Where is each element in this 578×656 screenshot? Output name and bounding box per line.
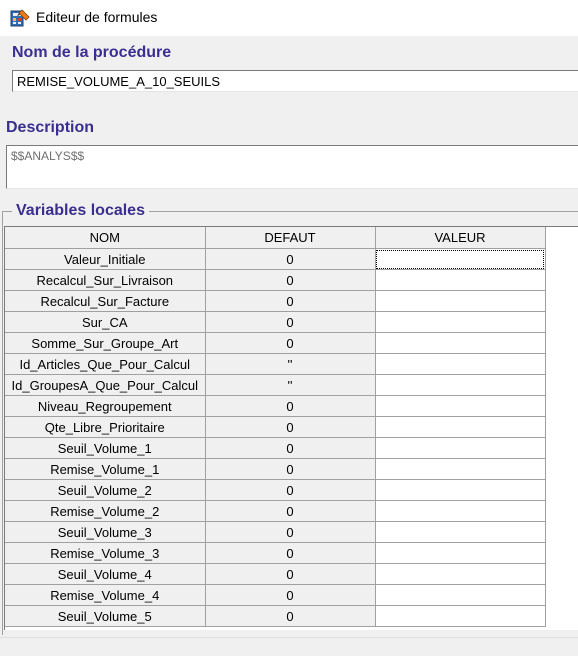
description-label: Description (6, 119, 95, 136)
variable-default-cell[interactable]: 0 (205, 270, 375, 291)
column-header-nom[interactable]: NOM (5, 227, 205, 249)
variable-value-cell[interactable] (375, 564, 545, 585)
variable-value-cell[interactable] (375, 543, 545, 564)
variable-default-cell[interactable]: 0 (205, 396, 375, 417)
variable-value-cell[interactable] (375, 522, 545, 543)
variable-default-cell[interactable]: 0 (205, 606, 375, 627)
variable-name-cell[interactable]: Valeur_Initiale (5, 249, 205, 270)
variable-value-cell[interactable] (375, 417, 545, 438)
table-row[interactable] (5, 480, 545, 501)
local-variables-grid[interactable] (4, 226, 578, 630)
table-row[interactable] (5, 375, 545, 396)
table-row[interactable] (5, 396, 545, 417)
variable-default-cell[interactable]: 0 (205, 522, 375, 543)
table-row[interactable] (5, 333, 545, 354)
variables-table (5, 227, 546, 627)
variable-value-cell[interactable] (375, 270, 545, 291)
variable-name-cell[interactable]: Seuil_Volume_5 (5, 606, 205, 627)
table-row[interactable] (5, 417, 545, 438)
table-row[interactable] (5, 564, 545, 585)
procedure-name-value: REMISE_VOLUME_A_10_SEUILS (17, 74, 221, 89)
table-row[interactable] (5, 312, 545, 333)
variable-name-cell[interactable]: Seuil_Volume_3 (5, 522, 205, 543)
variable-default-cell[interactable]: 0 (205, 564, 375, 585)
variable-value-cell[interactable] (375, 396, 545, 417)
table-row[interactable] (5, 459, 545, 480)
variable-default-cell[interactable]: 0 (205, 333, 375, 354)
table-row[interactable] (5, 543, 545, 564)
variable-default-cell[interactable]: '' (205, 354, 375, 375)
variable-value-cell[interactable] (375, 459, 545, 480)
variable-name-cell[interactable]: Somme_Sur_Groupe_Art (5, 333, 205, 354)
table-row[interactable] (5, 585, 545, 606)
table-row[interactable] (5, 270, 545, 291)
variable-name-cell[interactable]: Seuil_Volume_2 (5, 480, 205, 501)
variable-default-cell[interactable]: 0 (205, 438, 375, 459)
table-row[interactable] (5, 354, 545, 375)
variable-default-cell[interactable]: 0 (205, 312, 375, 333)
formula-editor-app-icon (10, 8, 30, 28)
variable-value-cell[interactable] (375, 291, 545, 312)
variable-value-cell[interactable] (375, 501, 545, 522)
variable-value-cell[interactable] (375, 375, 545, 396)
bottom-bar (0, 637, 578, 656)
variable-name-cell[interactable]: Remise_Volume_2 (5, 501, 205, 522)
variable-value-cell[interactable] (375, 438, 545, 459)
variable-default-cell[interactable]: '' (205, 375, 375, 396)
variable-value-cell[interactable] (375, 480, 545, 501)
description-value: $$ANALYS$$ (11, 149, 85, 163)
table-row[interactable] (5, 438, 545, 459)
variable-name-cell[interactable]: Remise_Volume_4 (5, 585, 205, 606)
table-header-row (5, 227, 545, 249)
variable-name-cell[interactable]: Remise_Volume_3 (5, 543, 205, 564)
window-title: Editeur de formules (36, 9, 158, 25)
table-row[interactable] (5, 522, 545, 543)
table-row[interactable] (5, 249, 545, 270)
variable-default-cell[interactable]: 0 (205, 249, 375, 270)
variable-value-cell[interactable] (375, 606, 545, 627)
variable-default-cell[interactable]: 0 (205, 501, 375, 522)
variable-name-cell[interactable]: Recalcul_Sur_Livraison (5, 270, 205, 291)
variable-name-cell[interactable]: Id_Articles_Que_Pour_Calcul (5, 354, 205, 375)
variable-value-cell[interactable] (375, 585, 545, 606)
variable-value-cell[interactable] (375, 333, 545, 354)
variable-default-cell[interactable]: 0 (205, 459, 375, 480)
variable-value-cell[interactable] (375, 249, 545, 270)
variable-name-cell[interactable]: Recalcul_Sur_Facture (5, 291, 205, 312)
local-variables-label: Variables locales (12, 202, 149, 220)
variable-default-cell[interactable]: 0 (205, 291, 375, 312)
variable-default-cell[interactable]: 0 (205, 417, 375, 438)
table-row[interactable] (5, 501, 545, 522)
variable-name-cell[interactable]: Seuil_Volume_1 (5, 438, 205, 459)
variable-value-cell[interactable] (375, 354, 545, 375)
variable-default-cell[interactable]: 0 (205, 480, 375, 501)
variable-value-cell[interactable] (375, 312, 545, 333)
variable-name-cell[interactable]: Id_GroupesA_Que_Pour_Calcul (5, 375, 205, 396)
variable-default-cell[interactable]: 0 (205, 543, 375, 564)
variable-name-cell[interactable]: Niveau_Regroupement (5, 396, 205, 417)
variable-name-cell[interactable]: Remise_Volume_1 (5, 459, 205, 480)
procedure-name-label: Nom de la procédure (12, 44, 172, 61)
variable-default-cell[interactable]: 0 (205, 585, 375, 606)
column-header-valeur[interactable]: VALEUR (375, 227, 545, 249)
title-bar (0, 0, 578, 36)
column-header-defaut[interactable]: DEFAUT (205, 227, 375, 249)
procedure-name-field[interactable] (12, 70, 578, 92)
variable-name-cell[interactable]: Qte_Libre_Prioritaire (5, 417, 205, 438)
variable-name-cell[interactable]: Sur_CA (5, 312, 205, 333)
table-row[interactable] (5, 606, 545, 627)
table-row[interactable] (5, 291, 545, 312)
description-field[interactable] (6, 145, 578, 189)
variable-name-cell[interactable]: Seuil_Volume_4 (5, 564, 205, 585)
